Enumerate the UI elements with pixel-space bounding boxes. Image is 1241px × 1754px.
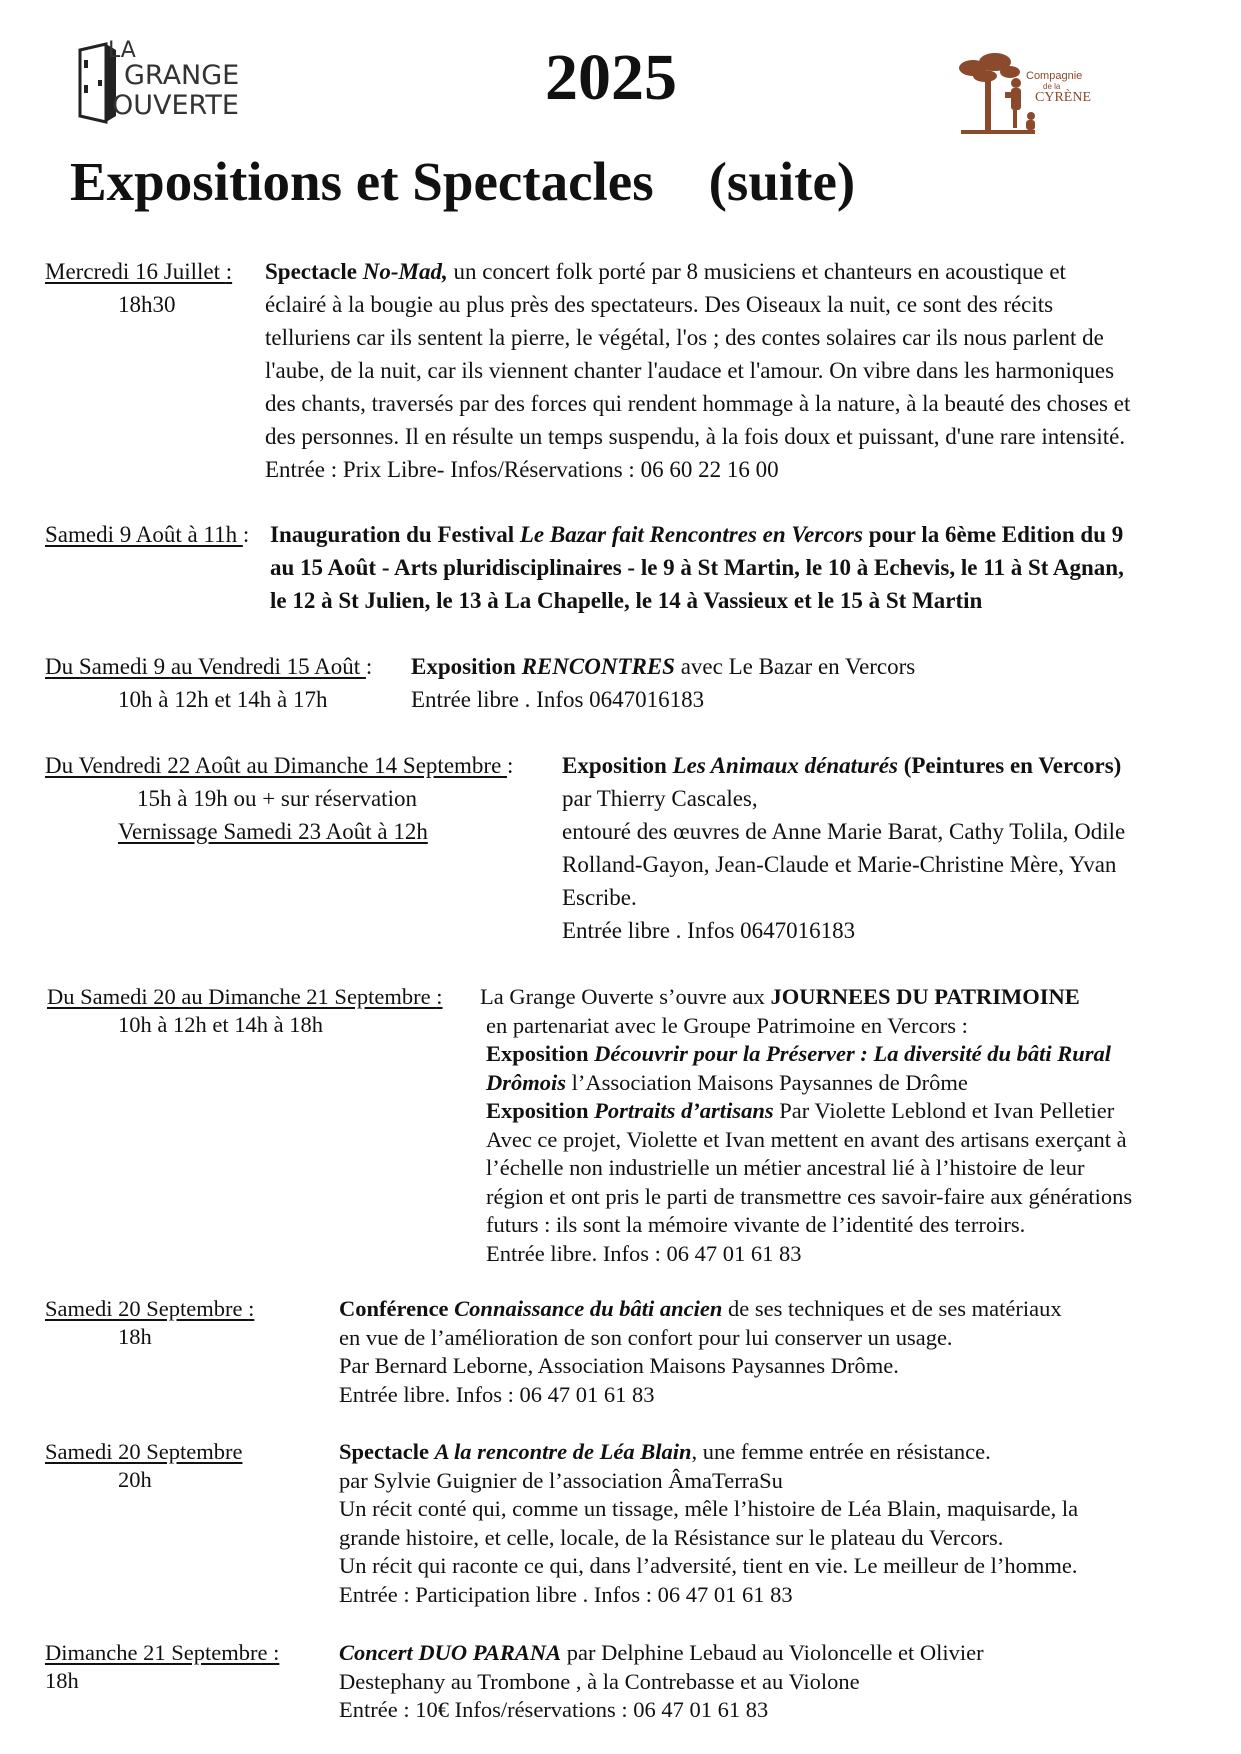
event-time: 10h à 12h et 14h à 18h: [118, 1012, 323, 1037]
logo-left-line1: LA: [108, 38, 136, 63]
event-date: Samedi 9 Août à 11h :: [45, 522, 250, 547]
event-description: Inauguration du Festival Le Bazar fait Rencontres en Vercors pour la 6ème Edition du 9 au 15 Août - Arts pluridisciplinaires - le 9 à St Martin, le 10 à Echevis, le 11 à St Agnan, le 12 à St Julien, le 13 à La Chapelle, le 14 à Vassieux et le 15 à St Martin: [270, 522, 1124, 613]
event-description: Spectacle No-Mad, un concert folk porté par 8 musiciens et chanteurs en acoustique et éclairé à la bougie au plus près des spectateurs. Des Oiseaux la nuit, ce sont des récits telluriens car ils sentent la pierre, le végétal, l'os ; des contes solaires car ils nous parlent de l'aube, de la nuit, car ils viennent chanter l'audace et l'amour. On vibre dans les harmoniques des chants, traversés par des forces qui rendent hommage à la nature, à la beauté des choses et des personnes. Il en résulte un temps suspendu, à la fois doux et puissant, d'une rare intensité. Entrée : Prix Libre- Infos/Réservations : 06 60 22 16 00: [265, 259, 1131, 482]
logo-left-line3: OUVERTE: [112, 90, 239, 121]
page-title: Expositions et Spectacles (suite): [70, 151, 856, 212]
event-date: Dimanche 21 Septembre :: [45, 1640, 280, 1665]
event-date: Samedi 20 Septembre: [45, 1439, 243, 1464]
logo-right-line1: Compagnie: [1026, 70, 1083, 82]
event-time: 18h30: [118, 292, 176, 317]
event-description: Conférence Connaissance du bâti ancien de ses techniques et de ses matériaux en vue de l’amélioration de son confort pour lui conserver un usage. Par Bernard Leborne, Association Maisons Paysannes Drôme. Entrée libre. Infos : 06 47 01 61 83: [339, 1296, 1062, 1407]
logo-compagnie-cyrene: [955, 50, 1091, 140]
event-date: Mercredi 16 Juillet :: [45, 259, 233, 284]
event-description: La Grange Ouverte s’ouvre aux JOURNEES DU PATRIMOINE en partenariat avec le Groupe Patrimoine en Vercors : Exposition Découvrir pour la Préserver : La diversité du bâti Rural Drômois l’Association Maisons Paysannes de Drôme Exposition Portraits d’artisans Par Violette Leblond et Ivan Pelletier Avec ce projet, Violette et Ivan mettent en avant des artisans exerçant à l’échelle non industrielle un métier ancestral lié à l’histoire de leur région et ont pris le parti de transmettre ces savoir-faire aux générations futurs : ils sont la mémoire vivante de l’identité des terroirs. Entrée libre. Infos : 06 47 01 61 83: [480, 984, 1133, 1266]
page-year: 2025: [545, 41, 677, 114]
event-description: Exposition Les Animaux dénaturés (Peintures en Vercors) par Thierry Cascales, entouré des œuvres de Anne Marie Barat, Cathy Tolila, Odile Rolland-Gayon, Jean-Claude et Marie-Christine Mère, Yvan Escribe. Entrée libre . Infos 0647016183: [562, 753, 1126, 943]
event-entry: Entrée libre . Infos 0647016183: [411, 687, 705, 712]
event-date: Samedi 20 Septembre :: [45, 1296, 255, 1321]
event-time: 10h à 12h et 14h à 17h: [118, 687, 328, 712]
event-time: 15h à 19h ou + sur réservation: [137, 786, 417, 811]
event-description: Concert DUO PARANA par Delphine Lebaud au Violoncelle et Olivier Destephany au Trombone , à la Contrebasse et au Violone Entrée : 10€ Infos/réservations : 06 47 01 61 83: [339, 1640, 984, 1722]
logo-right-line3: CYRÈNE: [1035, 90, 1091, 105]
event-date: Du Samedi 20 au Dimanche 21 Septembre :: [47, 984, 443, 1009]
event-time: 18h: [45, 1668, 79, 1693]
logo-left-line2: GRANGE: [124, 60, 240, 91]
event-time: 20h: [118, 1467, 152, 1492]
logo-la-grange-ouverte: [72, 38, 272, 128]
logo-right-line2: de la: [1043, 82, 1061, 91]
event-vernissage: Vernissage Samedi 23 Août à 12h: [118, 819, 428, 844]
event-description: Spectacle A la rencontre de Léa Blain, une femme entrée en résistance. par Sylvie Guignier de l’association ÂmaTerraSu Un récit conté qui, comme un tissage, mêle l’histoire de Léa Blain, maquisarde, la grande histoire, et celle, locale, de la Résistance sur le plateau du Vercors. Un récit qui raconte ce qui, dans l’adversité, tient en vie. Le meilleur de l’homme. Entrée : Participation libre . Infos : 06 47 01 61 83: [339, 1439, 1079, 1607]
event-date: Du Samedi 9 au Vendredi 15 Août :: [45, 654, 373, 679]
tree-storyteller-icon: [955, 50, 1035, 140]
event-title: Exposition RENCONTRES avec Le Bazar en Vercors: [411, 654, 916, 679]
event-time: 18h: [118, 1324, 152, 1349]
event-date: Du Vendredi 22 Août au Dimanche 14 Septembre :: [45, 753, 514, 778]
